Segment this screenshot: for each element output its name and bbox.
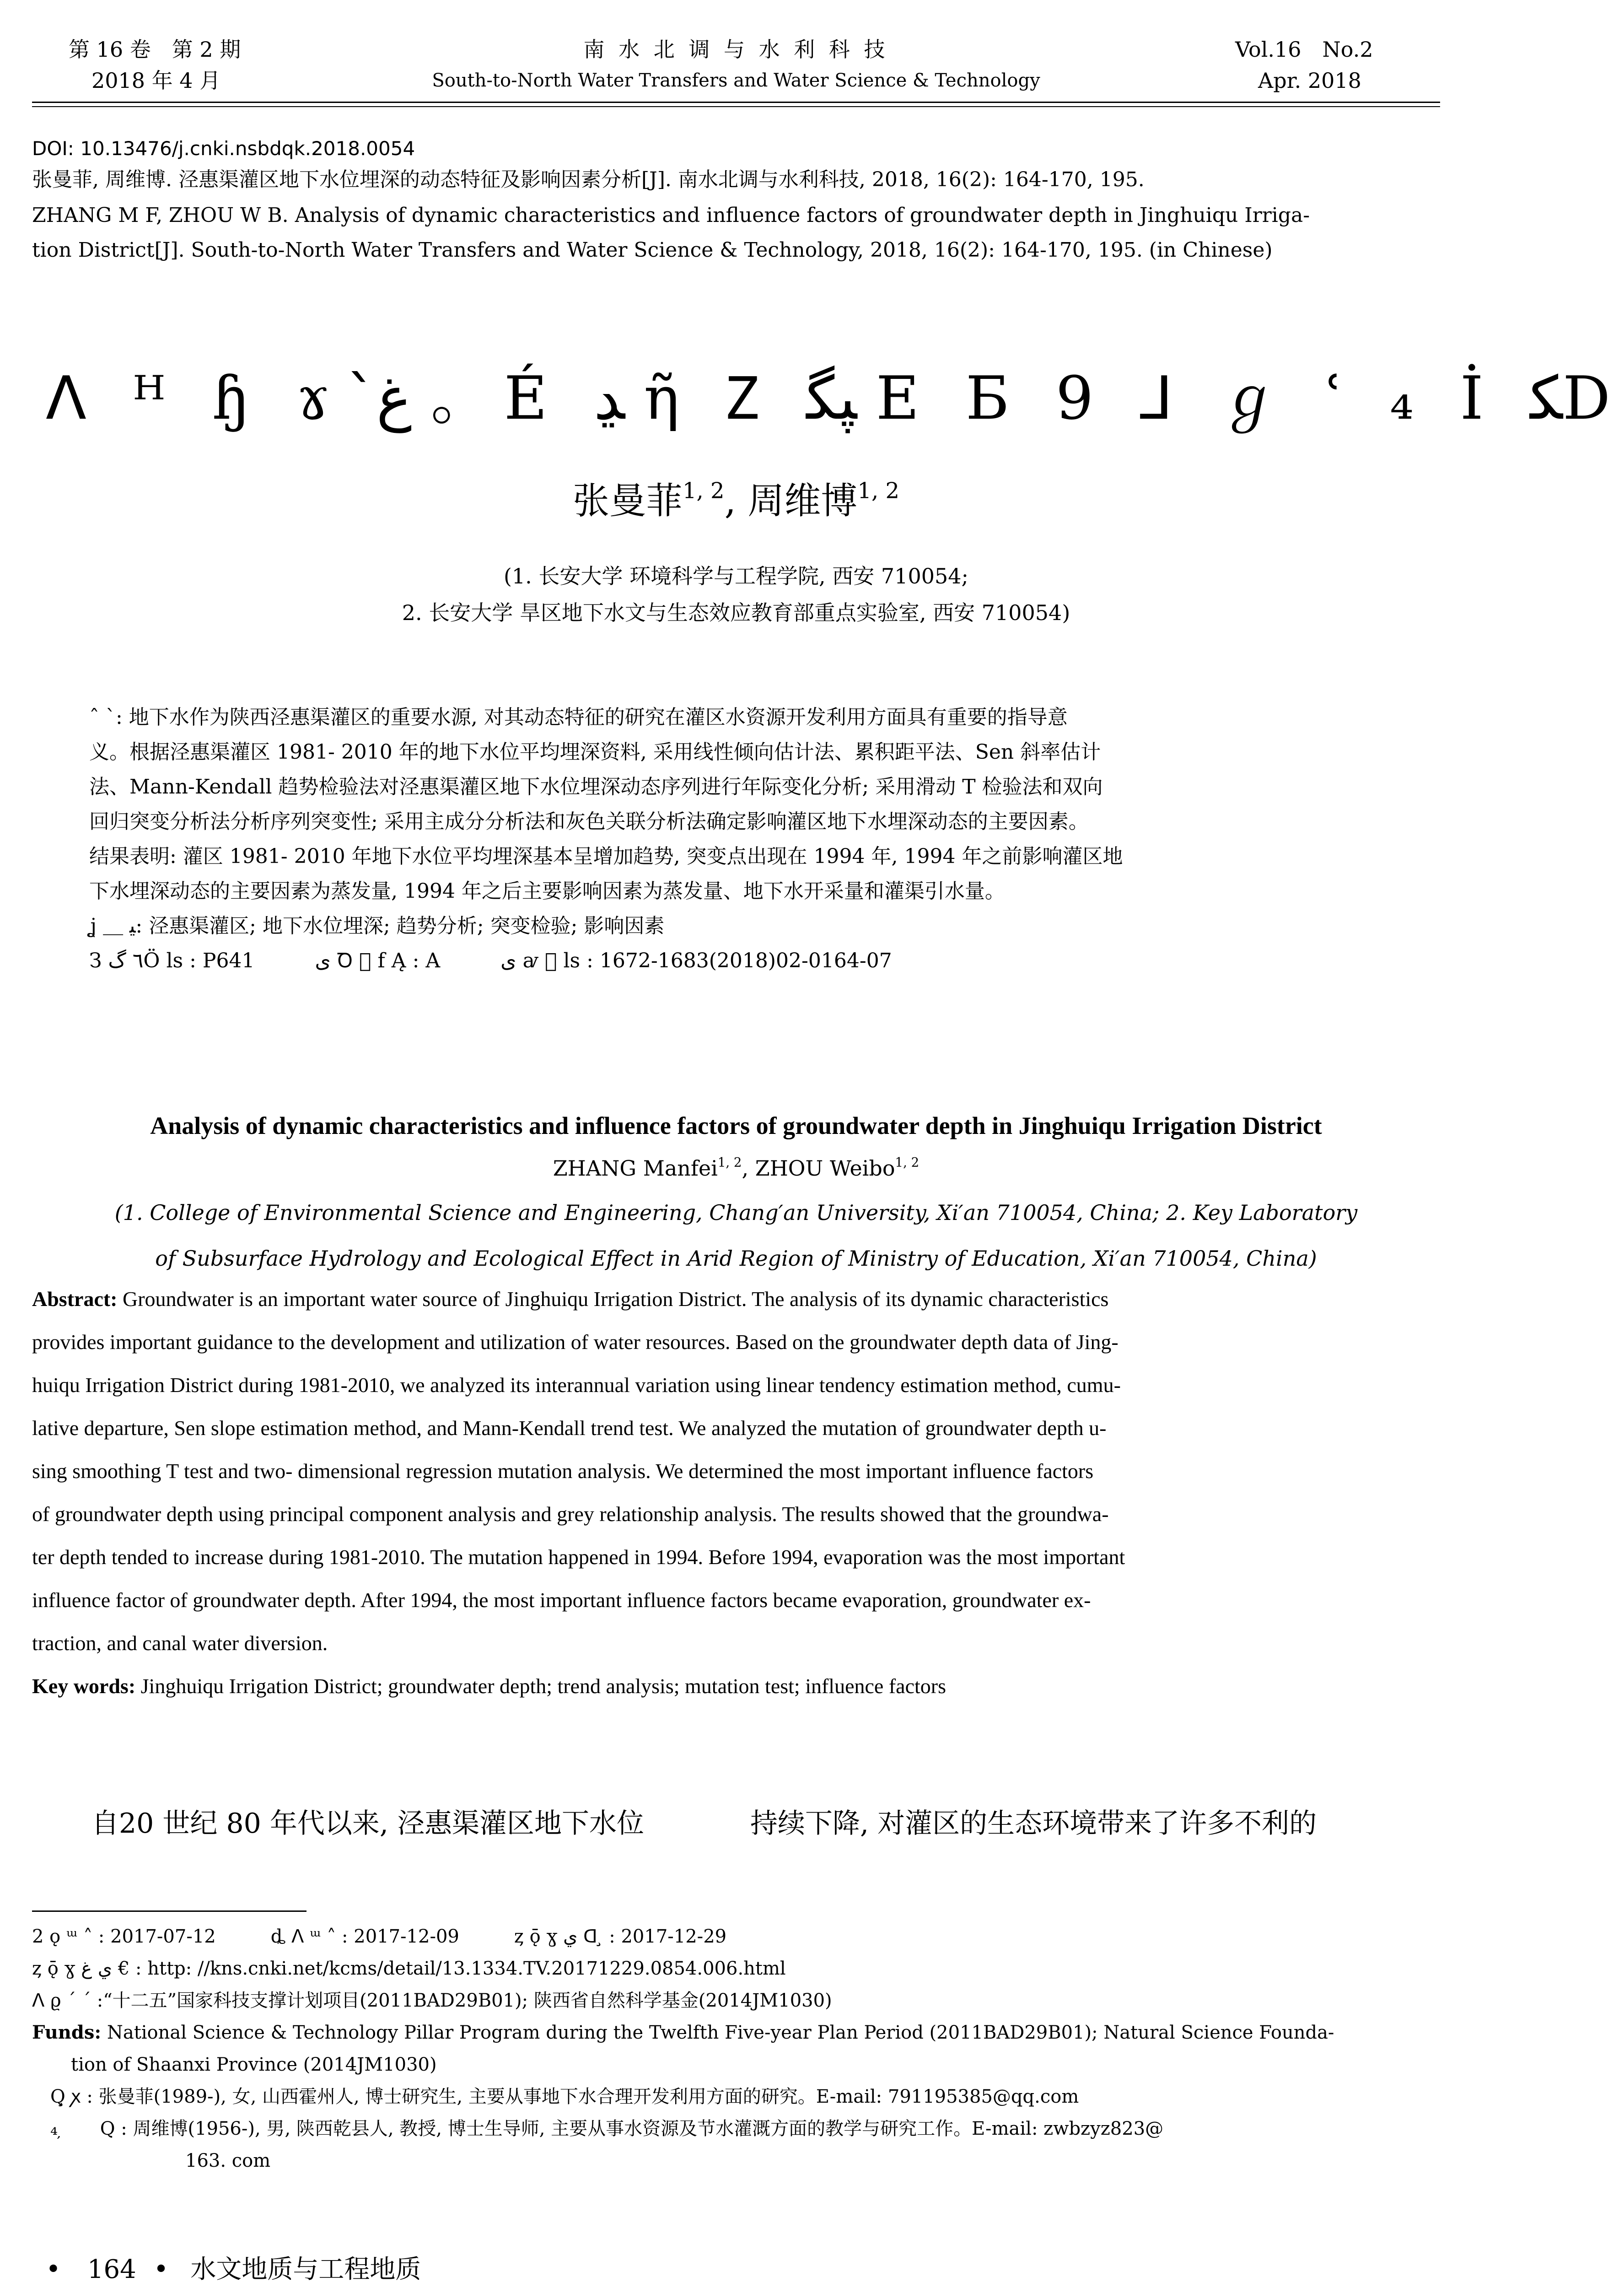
header-date-en: Apr. 2018 — [1258, 68, 1361, 93]
footnote-fund-en-1: National Science & Technology Pillar Program during the Twelfth Five-year Plan Period (2011BAD29B01); Natural Science Founda- — [101, 2022, 1334, 2043]
citation-en-line-1: ZHANG M F, ZHOU W B. Analysis of dynamic characteristics and influence factors of groundwater depth in Jinghuiqu Irriga- — [32, 204, 1310, 227]
abstract-cn-line-6: 下水埋深动态的主要因素为蒸发量, 1994 年之后主要影响因素为蒸发量、地下水开采量和灌渠引水量。 — [89, 880, 1005, 903]
abstract-en-line-4: lative departure, Sen slope estimation method, and Mann-Kendall trend test. We analyzed the mutation of groundwater depth u- — [32, 1416, 1107, 1440]
keywords-en-label: Key words: — [32, 1674, 136, 1698]
keywords-cn: : 泾惠渠灌区; 地下水位埋深; 趋势分析; 突变检验; 影响因素 — [135, 914, 665, 938]
abstract-cn-label: ˆ ˋ — [89, 706, 116, 729]
abstract-cn-line-1: : 地下水作为陕西泾惠渠灌区的重要水源, 对其动态特征的研究在灌区水资源开发利用方面具有重要的指导意 — [116, 706, 1068, 729]
header-journal-cn: 南 水 北 调 与 水 利 科 技 — [583, 37, 889, 62]
abstract-en-line-3: huiqu Irrigation District during 1981-2010, we analyzed its interannual variation using linear tendency estimation method, cumu- — [32, 1373, 1121, 1397]
footnote-fund-en — [32, 2018, 1440, 2047]
abstract-en-line-8: influence factor of groundwater depth. After 1994, the most important influence factors became evaporation, groundwater ex- — [32, 1588, 1091, 1612]
keywords-cn-label: ʝ ＿ ﯿ — [89, 914, 136, 938]
footnote-rule — [32, 1910, 307, 1912]
author-en-1-sup: 1, 2 — [717, 1155, 742, 1170]
footnote-author-1: Q̧ ꭗ : 张曼菲(1989-), 女, 山西霍州人, 博士研究生, 主要从事地下水合理开发利用方面的研究。E-mail: 791195385@qq.com — [50, 2086, 1079, 2107]
abstract-cn-line-5: 结果表明: 灌区 1981- 2010 年地下水位平均埋深基本呈增加趋势, 突变点出现在 1994 年, 1994 年之前影响灌区地 — [89, 845, 1123, 868]
page-footer — [46, 2251, 421, 2288]
author-cn-1: 张曼菲 — [572, 480, 683, 522]
abstract-cn-line-4: 回归突变分析法分析序列突变性; 采用主成分分析法和灰色关联分析法确定影响灌区地下水埋深动态的主要因素。 — [89, 810, 1089, 833]
footnote-fund-cn: ᐱ ϱ ´ ΄ :“十二五”国家科技支撑计划项目(2011BAD29B01); 陕西省自然科学基金(2014JM1030) — [32, 1990, 832, 2011]
abstract-en-line-7: ter depth tended to increase during 1981-2010. The mutation happened in 1994. Before 1994, evaporation was the most important — [32, 1545, 1125, 1569]
title-en: Analysis of dynamic characteristics and influence factors of groundwater depth in Jinghuiqu Irrigation District — [150, 1112, 1322, 1139]
body-text-right: 持续下降, 对灌区的生态环境带来了许多不利的 — [750, 1808, 1317, 1840]
author-en-2: ZHOU Weibo — [755, 1156, 895, 1181]
header-journal-en: South-to-North Water Transfers and Water Science & Technology — [432, 70, 1040, 91]
header-date-cn: 2018 年 4 月 — [91, 68, 221, 93]
author-en-2-sup: 1, 2 — [895, 1155, 920, 1170]
affiliation-en-1: (1. College of Environmental Science and Engineering, Chang′an University, Xi′an 710054, China; 2. Key Laboratory — [114, 1200, 1358, 1225]
abstract-en-line-1: Groundwater is an important water source of Jinghuiqu Irrigation District. The analysis of its dynamic characteristics — [117, 1287, 1109, 1311]
footnote-fund-en-2: tion of Shaanxi Province (2014JM1030) — [71, 2054, 437, 2075]
authors-en — [0, 1153, 1472, 1183]
keywords-en: Jinghuiqu Irrigation District; groundwater depth; trend analysis; mutation test; influence factors — [135, 1674, 946, 1698]
abstract-en-line-6: of groundwater depth using principal component analysis and grey relationship analysis. The results showed that the groundwa- — [32, 1502, 1109, 1526]
doi: DOI: 10.13476/j.cnki.nsbdqk.2018.0054 — [32, 137, 415, 160]
abstract-en — [32, 1278, 1440, 1708]
classification-line: З ٦ ﮒÖ ls : P641 ى Ꝺ ⃞ f Ą : A ى ꜹ ⃞ ls : 1672-1683(2018)02-0164-07 — [89, 949, 892, 972]
author-cn-sep: , — [724, 480, 748, 522]
author-en-sep: , — [742, 1156, 755, 1181]
abstract-en-line-2: provides important guidance to the development and utilization of water resources. Based on the groundwater depth data of Jing- — [32, 1330, 1119, 1354]
abstract-en-line-9: traction, and canal water diversion. — [32, 1631, 328, 1655]
abstract-cn — [89, 700, 1361, 978]
affiliation-cn-1: (1. 长安大学 环境科学与工程学院, 西安 710054; — [503, 564, 969, 588]
footer-journal-name: 水文地质与工程地质 — [190, 2255, 421, 2284]
abstract-en-line-5: sing smoothing T test and two- dimensional regression mutation analysis. We determined the most important influence factors — [32, 1459, 1094, 1483]
body-text-left: 自20 世纪 80 年代以来, 泾惠渠灌区地下水位 — [91, 1808, 645, 1840]
citation-cn: 张曼菲, 周维博. 泾惠渠灌区地下水位埋深的动态特征及影响因素分析[J]. 南水北调与水利科技, 2018, 16(2): 164-170, 195. — [32, 168, 1145, 191]
footnote-dates: 2 ǫ ᵚ ˄ : 2017-07-12 ȡ ᐱ ᵚ ˄ : 2017-12-09 ȥ ǭ ɣ ي ᗡ ̧ : 2017-12-29 — [32, 1926, 727, 1947]
footnote-author-2-cont: 163. com — [185, 2150, 271, 2171]
affiliation-en-2: of Subsurface Hydrology and Ecological Effect in Arid Region of Ministry of Education, Xi′an 710054, China) — [155, 1246, 1317, 1271]
abstract-en-label: Abstract: — [32, 1287, 118, 1311]
author-cn-2-sup: 1, 2 — [857, 478, 900, 504]
footer-bullet-right: • — [153, 2255, 169, 2284]
affiliation-cn-2: 2. 长安大学 旱区地下水文与生态效应教育部重点实验室, 西安 710054) — [402, 600, 1070, 625]
abstract-cn-line-2: 义。根据泾惠渠灌区 1981- 2010 年的地下水位平均埋深资料, 采用线性倾向估计法、累积距平法、Sen 斜率估计 — [89, 740, 1101, 764]
footer-bullet-left: • — [46, 2255, 61, 2284]
authors-cn — [0, 476, 1472, 526]
header-rule-thin — [32, 106, 1440, 107]
header-rule — [32, 102, 1440, 103]
citation-en-line-2: tion District[J]. South-to-North Water Transfers and Water Science & Technology, 2018, 16(2): 164-170, 195. (in Chinese) — [32, 238, 1273, 262]
header-volume-en: Vol.16 No.2 — [1235, 37, 1373, 62]
abstract-cn-line-3: 法、Mann-Kendall 趋势检验法对泾惠渠灌区地下水位埋深动态序列进行年际变化分析; 采用滑动 T 检验法和双向 — [89, 775, 1103, 799]
footnote-fund-label: Funds: — [32, 2022, 102, 2043]
footnote-url: ȥ ǭ ɣ ي ﻍ € : http: //kns.cnki.net/kcms/detail/13.1334.TV.20171229.0854.006.html — [32, 1958, 786, 1979]
page-number: 164 — [87, 2255, 136, 2284]
footnote-author-2: ₄ ̦ Q : 周维博(1956-), 男, 陕西乾县人, 教授, 博士生导师, 主要从事水资源及节水灌溉方面的教学与研究工作。E-mail: zwbzyz823@ — [50, 2118, 1164, 2139]
header-volume-cn: 第 16 卷 第 2 期 — [69, 37, 241, 62]
author-cn-2: 周维博 — [747, 480, 858, 522]
author-en-1: ZHANG Manfei — [553, 1156, 718, 1181]
author-cn-1-sup: 1, 2 — [682, 478, 725, 504]
title-cn: ᐱ ᴴ ɧ ɤ ﻍ̀ 。É ﮃ ῆ Ⴭ ﭙﮕ Ε Б 9 ⅃ ℊ ʿ ₄ İ ﮑD — [46, 363, 1624, 433]
